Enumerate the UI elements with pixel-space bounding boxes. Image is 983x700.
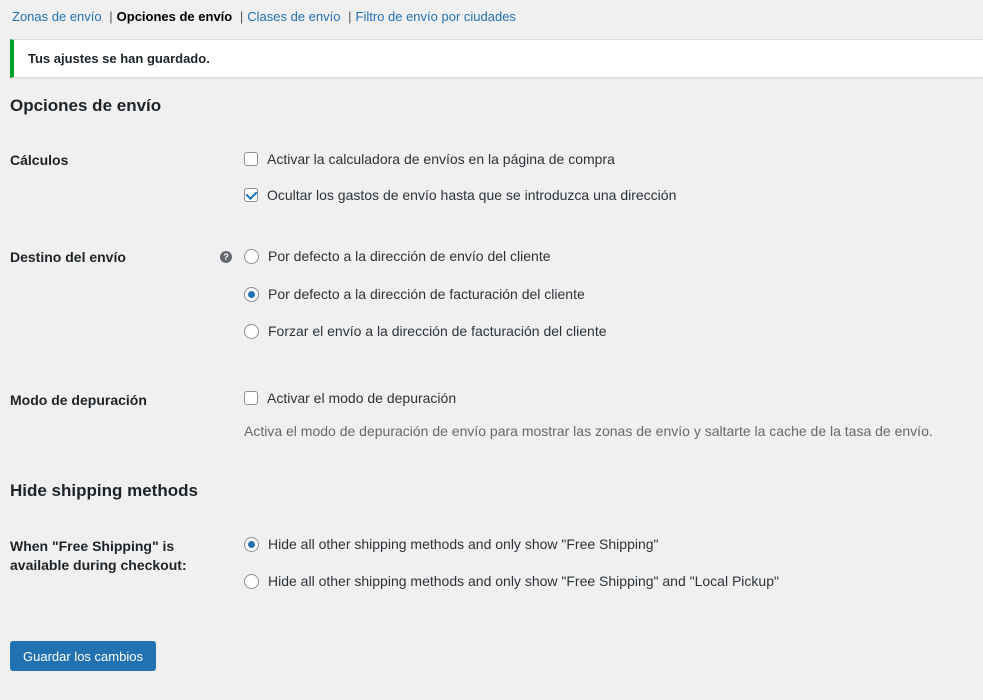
option-ship-to-billing[interactable] <box>244 286 585 302</box>
option-ship-to-shipping[interactable] <box>244 248 551 264</box>
option-force-billing[interactable] <box>244 323 607 339</box>
option-label: Forzar el envío a la dirección de facturación del cliente <box>268 323 607 339</box>
option-label: Hide all other shipping methods and only show "Free Shipping" <box>268 536 659 552</box>
checkbox-hide-costs[interactable] <box>244 188 258 202</box>
subnav-link-opciones[interactable]: Opciones de envío <box>116 9 233 24</box>
option-label: Por defecto a la dirección de facturación del cliente <box>268 286 585 302</box>
save-button[interactable]: Guardar los cambios <box>10 641 156 671</box>
option-show-free-and-pickup[interactable] <box>244 573 779 589</box>
label-destino: Destino del envío <box>10 249 126 265</box>
checkbox-calculator[interactable] <box>244 152 258 166</box>
radio-show-free-only[interactable] <box>244 537 259 552</box>
label-line: When "Free Shipping" is <box>10 538 175 554</box>
checkbox-debug-mode[interactable] <box>244 391 258 405</box>
radio-force-billing[interactable] <box>244 324 259 339</box>
option-show-free-only[interactable] <box>244 536 659 552</box>
label-calculos: Cálculos <box>10 152 69 168</box>
option-debug-mode[interactable] <box>244 390 456 406</box>
shipping-subnav <box>12 9 516 24</box>
subnav-separator: | <box>348 9 352 24</box>
success-notice <box>10 39 983 78</box>
debug-description: Activa el modo de depuración de envío para mostrar las zonas de envío y saltarte la cache de la tasa de envío. <box>244 423 933 439</box>
option-label: Activar el modo de depuración <box>267 390 457 406</box>
option-calculator-enabled[interactable] <box>244 151 615 167</box>
option-hide-costs[interactable] <box>244 187 676 203</box>
subnav-separator: | <box>109 9 113 24</box>
section-title-opciones: Opciones de envío <box>10 96 162 115</box>
subnav-separator: | <box>239 9 244 24</box>
label-line: available during checkout: <box>10 557 187 573</box>
subnav-link-filtro-ciudades[interactable]: Filtro de envío por ciudades <box>355 9 516 24</box>
help-icon[interactable]: ? <box>220 251 232 263</box>
radio-ship-to-shipping[interactable] <box>244 249 259 264</box>
subnav-link-zonas[interactable]: Zonas de envío <box>12 9 102 24</box>
option-label: Ocultar los gastos de envío hasta que se introduzca una dirección <box>267 187 677 203</box>
notice-text: Tus ajustes se han guardado. <box>28 51 210 66</box>
label-free-shipping <box>10 537 187 575</box>
option-label: Activar la calculadora de envíos en la página de compra <box>267 151 615 167</box>
label-depuracion: Modo de depuración <box>10 392 147 408</box>
section-title-hide-shipping: Hide shipping methods <box>10 481 198 500</box>
option-label: Por defecto a la dirección de envío del cliente <box>268 248 551 264</box>
option-label: Hide all other shipping methods and only show "Free Shipping" and "Local Pickup" <box>268 573 779 589</box>
subnav-link-clases[interactable]: Clases de envío <box>247 9 341 24</box>
radio-ship-to-billing[interactable] <box>244 287 259 302</box>
radio-show-free-and-pickup[interactable] <box>244 574 259 589</box>
